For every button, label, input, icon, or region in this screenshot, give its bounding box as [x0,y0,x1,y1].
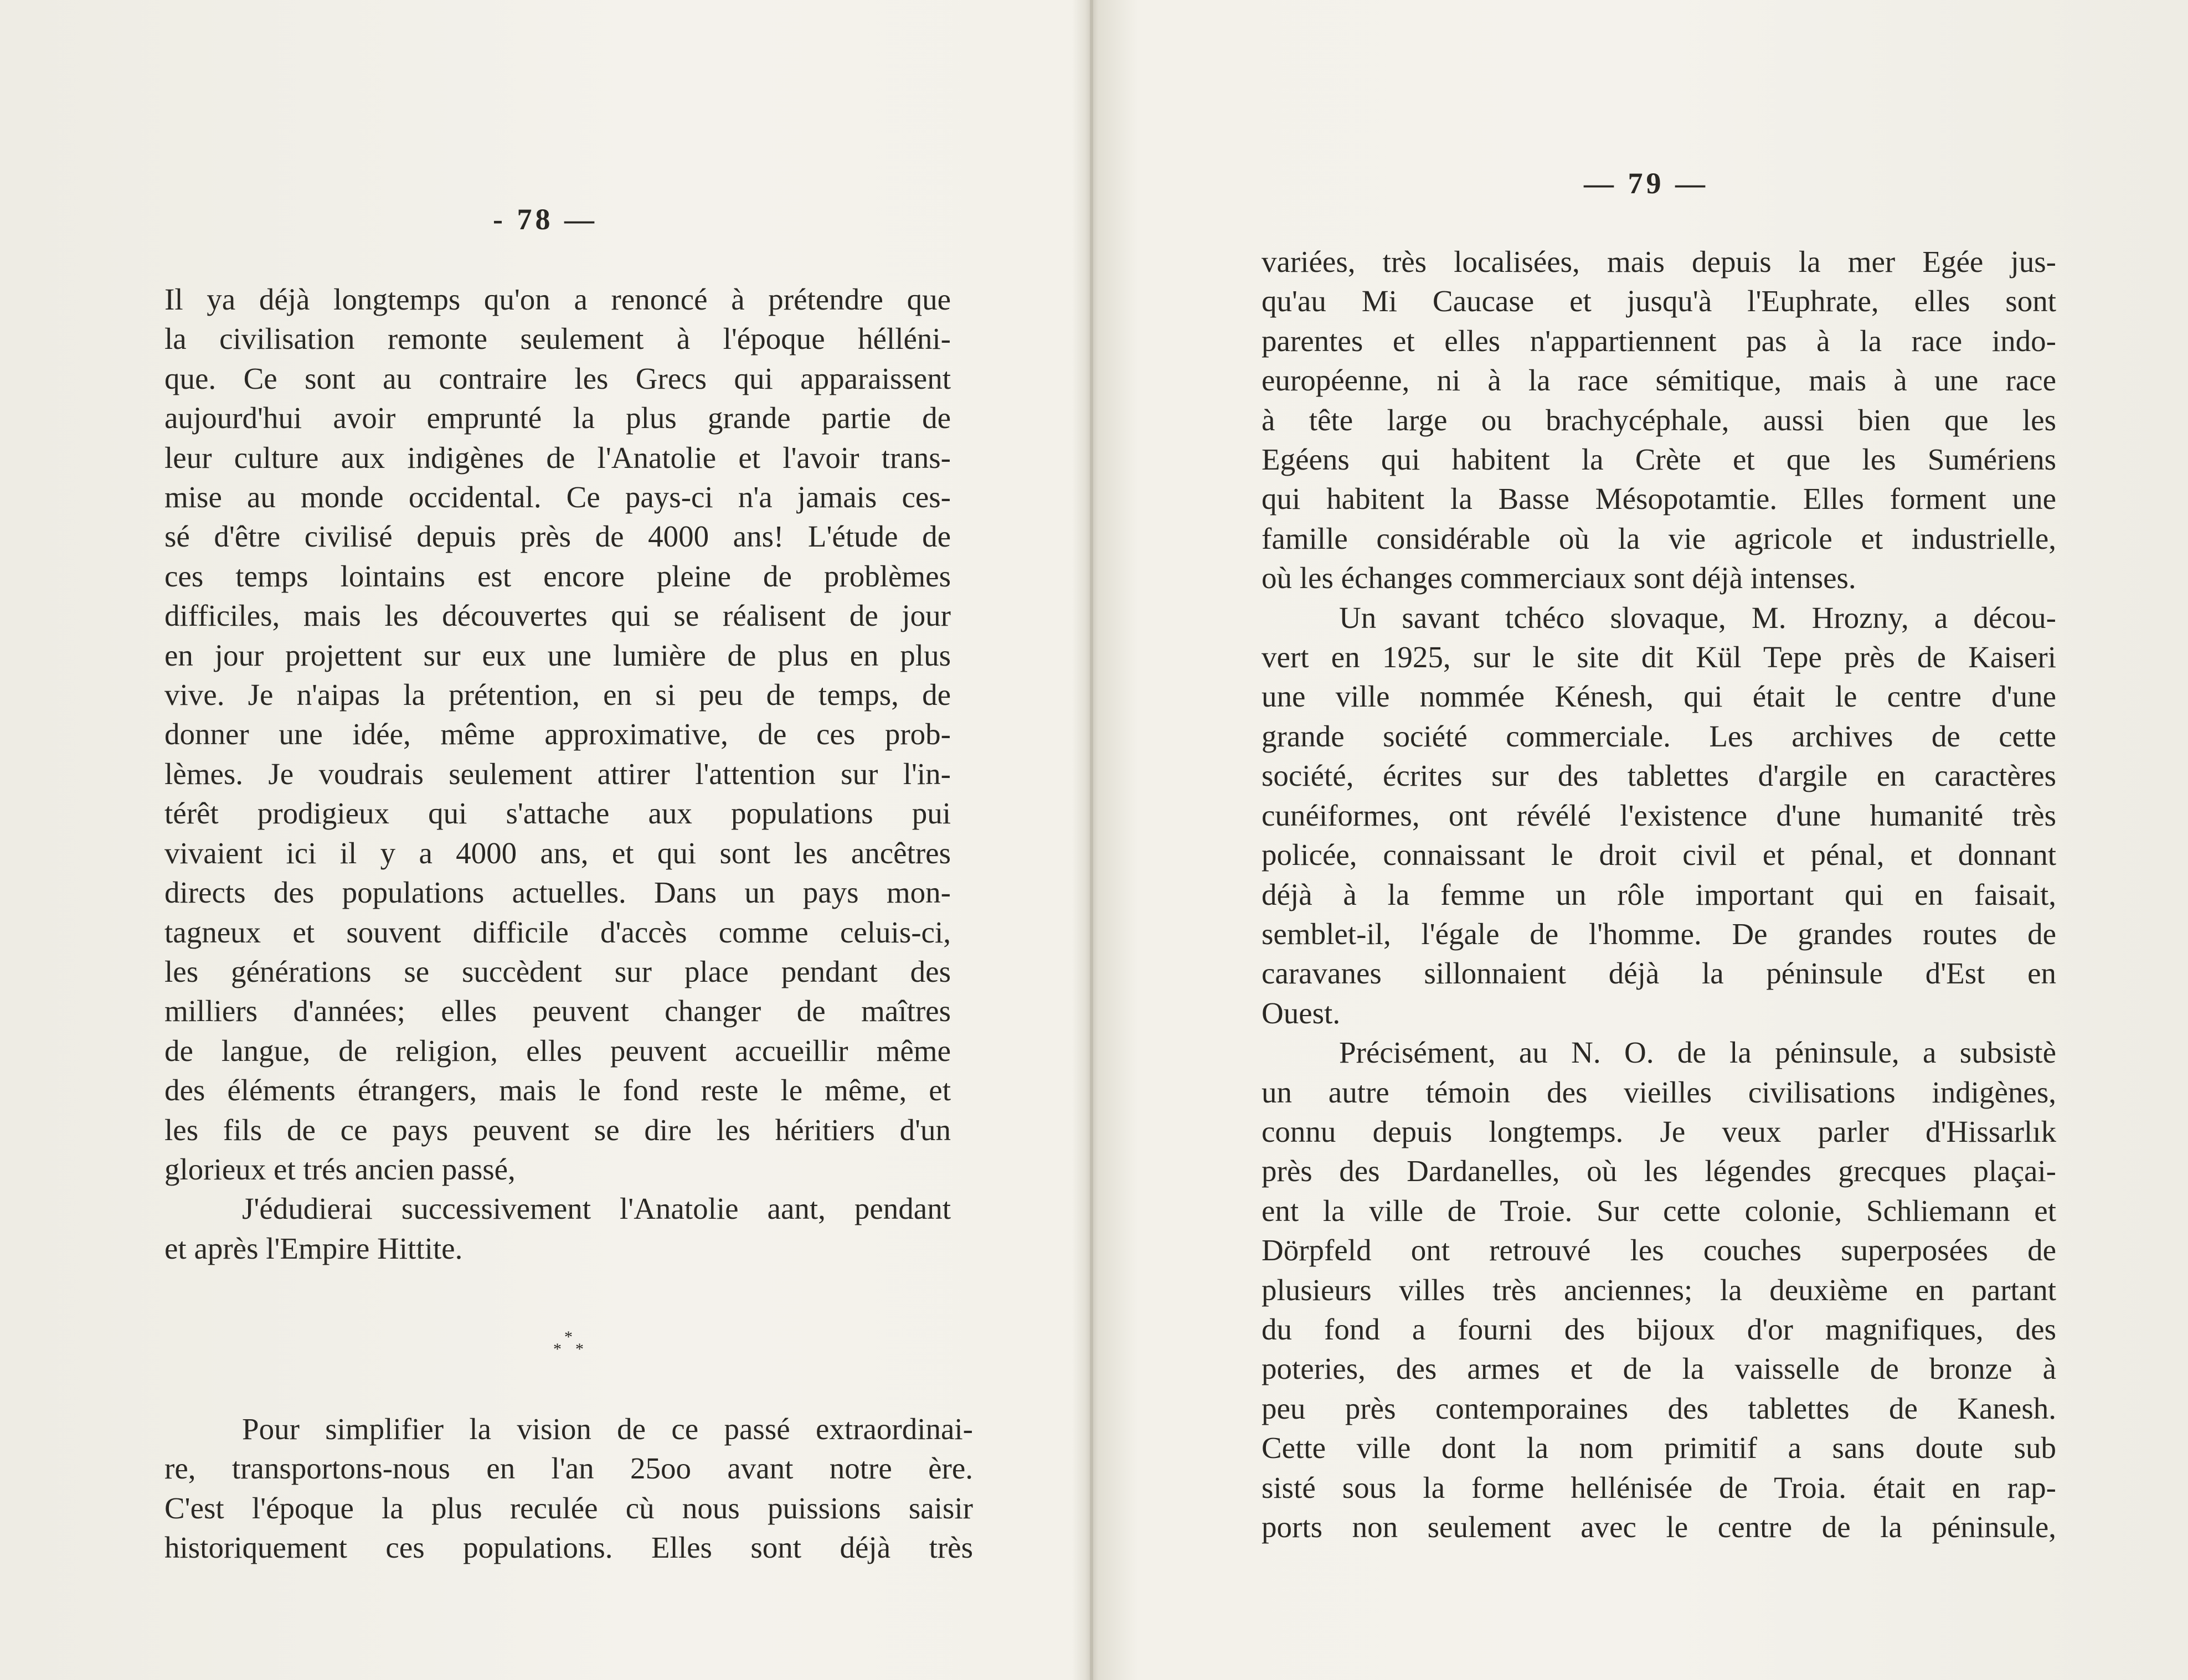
text-line: cunéiformes, ont révélé l'existence d'une humanité très [1262,798,2056,832]
text-line: sisté sous la forme hellénisée de Troia. était en rap- [1262,1470,2056,1504]
text-line: leur culture aux indigènes de l'Anatolie et l'avoir trans- [164,440,951,475]
right-page [1093,0,2188,1680]
text-line: semblet-il, l'égale de l'homme. De grandes routes de [1262,916,2056,951]
text-line: Ouest. [1262,996,1341,1030]
text-line: parentes et elles n'appartiennent pas à la race indo- [1262,323,2056,358]
left-text-block [164,280,951,1268]
text-line: déjà à la femme un rôle important qui en faisait, [1262,877,2056,911]
text-line: mise au monde occidental. Ce pays-ci n'a jamais ces- [164,480,951,514]
text-line: société, écrites sur des tablettes d'argile en caractères [1262,759,2056,793]
page-number: — 79 — [1584,167,1708,200]
text-line: la civilisation remonte seulement à l'époque hélléni- [164,322,951,356]
text-line: du fond a fourni des bijoux d'or magnifiques, des [1262,1312,2056,1346]
paragraph [1262,598,2056,1033]
paragraph [164,1189,951,1268]
text-line: térêt prodigieux qui s'attache aux populations pui [164,796,951,831]
paragraph [164,280,951,1189]
text-line: grande société commerciale. Les archives de cette [1262,719,2056,753]
text-line: Egéens qui habitent la Crète et que les Sumériens [1262,442,2056,477]
text-line: donner une idée, même approximative, de ces prob- [164,717,951,751]
text-line: milliers d'années; elles peuvent changer de maîtres [164,994,951,1028]
text-line: vive. Je n'aipas la prétention, en si peu de temps, de [164,678,951,712]
left-text-block-lower [164,1409,973,1568]
text-line: près des Dardanelles, où les légendes grecques plaçai- [1262,1154,2056,1188]
text-line: les générations se succèdent sur place pendant des [164,954,951,988]
paragraph [1262,242,2056,598]
text-line: directs des populations actuelles. Dans un pays mon- [164,875,951,910]
page-number: - 78 — [493,203,598,236]
text-line: de langue, de religion, elles peuvent accueillir même [164,1033,951,1068]
text-line: qui habitent la Basse Mésopotamtie. Elles forment une [1262,482,2056,516]
text-line: vivaient ici il y a 4000 ans, et qui sont les ancêtres [164,836,951,870]
text-line: Dörpfeld ont retrouvé les couches superposées de [1262,1233,2056,1267]
right-text-block [1262,242,2056,1547]
text-line: des éléments étrangers, mais le fond reste le même, et [164,1073,951,1107]
text-line: peu près contemporaines des tablettes de Kanesh. [1262,1391,2056,1425]
text-line: caravanes sillonnaient déjà la péninsule d'Est en [1262,956,2056,991]
text-line: que. Ce sont au contraire les Grecs qui apparaissent [164,361,951,395]
text-line: Un savant tchéco slovaque, M. Hrozny, a décou- [1339,600,2056,635]
text-line: Cette ville dont la nom primitif a sans doute sub [1262,1431,2056,1465]
text-line: plusieurs villes très anciennes; la deuxième en partant [1262,1272,2056,1307]
paragraph [1262,1033,2056,1547]
text-line: re, transportons-nous en l'an 25oo avant notre ère. [164,1451,973,1486]
text-line: aujourd'hui avoir emprunté la plus grande partie de [164,401,951,435]
text-line: variées, très localisées, mais depuis la mer Egée jus- [1262,245,2056,279]
asterism-ornament: * * * [553,1328,584,1358]
text-line: sé d'être civilisé depuis près de 4000 ans! L'étude de [164,519,951,554]
text-line: poteries, des armes et de la vaisselle de bronze à [1262,1352,2056,1386]
text-line: Précisément, au N. O. de la péninsule, a subsistè [1339,1035,2056,1070]
text-line: ent la ville de Troie. Sur cette colonie, Schliemann et [1262,1193,2056,1228]
text-line: ports non seulement avec le centre de la péninsule, [1262,1510,2056,1544]
paragraph [164,1409,973,1568]
text-line: difficiles, mais les découvertes qui se réalisent de jour [164,599,951,633]
text-line: européenne, ni à la race sémitique, mais à une race [1262,363,2056,398]
text-line: Il ya déjà longtemps qu'on a renoncé à prétendre que [164,282,951,316]
text-line: connu depuis longtemps. Je veux parler d'Hissarlık [1262,1114,2056,1148]
text-line: historiquement ces populations. Elles sont déjà très [164,1530,973,1565]
text-line: famille considérable où la vie agricole et industrielle, [1262,521,2056,555]
text-line: C'est l'époque la plus reculée cù nous puissions saisir [164,1491,973,1525]
text-line: en jour projettent sur eux une lumière de plus en plus [164,638,951,672]
text-line: à tête large ou brachycéphale, aussi bien que les [1262,403,2056,437]
text-line: qu'au Mi Caucase et jusqu'à l'Euphrate, elles sont [1262,284,2056,318]
text-line: policée, connaissant le droit civil et pénal, et donnant [1262,838,2056,872]
left-page [0,0,1090,1680]
text-line: vert en 1925, sur le site dit Kül Tepe près de Kaiseri [1262,640,2056,674]
text-line: un autre témoin des vieilles civilisations indigènes, [1262,1075,2056,1109]
text-line: les fils de ce pays peuvent se dire les héritiers d'un [164,1112,951,1147]
text-line: où les échanges commerciaux sont déjà intenses. [1262,561,1856,595]
text-line: une ville nommée Kénesh, qui était le centre d'une [1262,679,2056,714]
text-line: tagneux et souvent difficile d'accès comme celuis-ci, [164,915,951,949]
text-line: J'édudierai successivement l'Anatolie aant, pendant [242,1192,951,1226]
text-line: et après l'Empire Hittite. [164,1231,463,1265]
text-line: lèmes. Je voudrais seulement attirer l'attention sur l'in- [164,756,951,791]
text-line: glorieux et trés ancien passé, [164,1152,516,1186]
text-line: ces temps lointains est encore pleine de problèmes [164,559,951,593]
text-line: Pour simplifier la vision de ce passé extraordinai- [242,1412,973,1446]
